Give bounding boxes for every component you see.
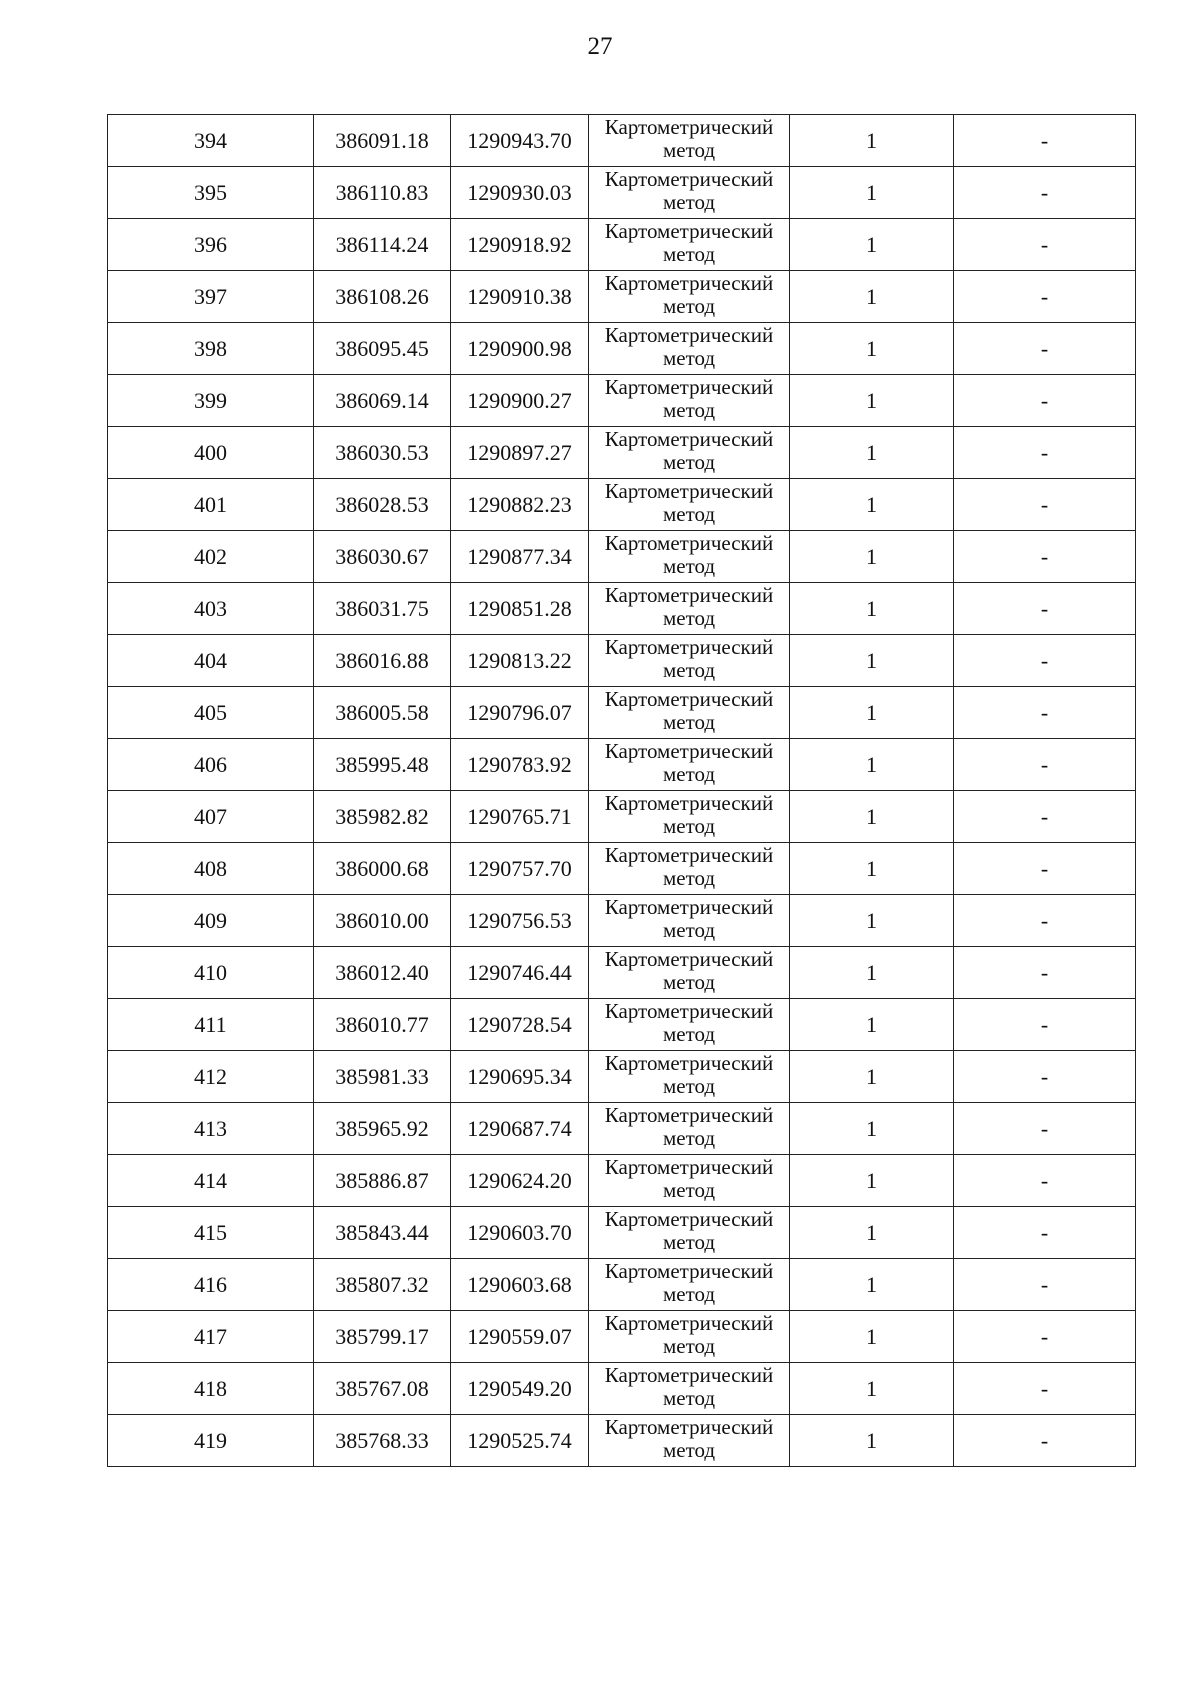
point-number-cell: 396 [108,219,314,271]
description-cell: - [954,583,1136,635]
table-row [108,1363,1136,1415]
method-cell [589,531,790,583]
coordinate-y-cell: 1290765.71 [451,791,589,843]
accuracy-cell: 1 [790,635,954,687]
point-number-cell: 414 [108,1155,314,1207]
description-cell: - [954,1155,1136,1207]
method-line-1: Картометрический [604,323,774,347]
point-number-cell: 404 [108,635,314,687]
accuracy-cell: 1 [790,167,954,219]
coordinate-y-cell: 1290559.07 [451,1311,589,1363]
description-cell: - [954,1051,1136,1103]
description-cell: - [954,115,1136,167]
accuracy-cell: 1 [790,1207,954,1259]
point-number-cell: 408 [108,843,314,895]
method-cell [589,375,790,427]
coordinate-y-cell: 1290525.74 [451,1415,589,1467]
point-number-cell: 403 [108,583,314,635]
table-row [108,1311,1136,1363]
coordinate-y-cell: 1290897.27 [451,427,589,479]
coordinate-y-cell: 1290549.20 [451,1363,589,1415]
method-line-1: Картометрический [604,999,774,1023]
point-number-cell: 399 [108,375,314,427]
coordinates-table [107,114,1136,1467]
point-number-cell: 400 [108,427,314,479]
coordinate-y-cell: 1290943.70 [451,115,589,167]
coordinate-y-cell: 1290603.68 [451,1259,589,1311]
coordinate-x-cell: 386108.26 [314,271,451,323]
method-line-2: метод [662,294,716,318]
coordinate-x-cell: 385965.92 [314,1103,451,1155]
table-row [108,895,1136,947]
accuracy-cell: 1 [790,1415,954,1467]
accuracy-cell: 1 [790,583,954,635]
method-cell [589,687,790,739]
method-line-1: Картометрический [604,1259,774,1283]
table-row [108,1207,1136,1259]
coordinate-x-cell: 386005.58 [314,687,451,739]
method-cell [589,427,790,479]
point-number-cell: 419 [108,1415,314,1467]
method-cell [589,1103,790,1155]
method-line-2: метод [662,502,716,526]
page-number: 27 [587,33,613,60]
method-line-1: Картометрический [604,1051,774,1075]
point-number-cell: 415 [108,1207,314,1259]
description-cell: - [954,271,1136,323]
method-cell [589,1051,790,1103]
description-cell: - [954,791,1136,843]
description-cell: - [954,323,1136,375]
description-cell: - [954,947,1136,999]
point-number-cell: 416 [108,1259,314,1311]
method-cell [589,999,790,1051]
description-cell: - [954,479,1136,531]
accuracy-cell: 1 [790,1051,954,1103]
coordinate-y-cell: 1290624.20 [451,1155,589,1207]
coordinate-x-cell: 385799.17 [314,1311,451,1363]
point-number-cell: 398 [108,323,314,375]
table-row [108,635,1136,687]
coordinate-x-cell: 386095.45 [314,323,451,375]
coordinate-y-cell: 1290900.27 [451,375,589,427]
method-line-1: Картометрический [604,947,774,971]
table-row [108,1155,1136,1207]
table-row [108,167,1136,219]
method-cell [589,635,790,687]
method-line-1: Картометрический [604,843,774,867]
method-line-2: метод [662,1022,716,1046]
description-cell: - [954,427,1136,479]
table-row [108,947,1136,999]
method-line-1: Картометрический [604,739,774,763]
method-cell [589,479,790,531]
method-line-1: Картометрический [604,1207,774,1231]
table-row [108,999,1136,1051]
method-line-2: метод [662,450,716,474]
description-cell: - [954,843,1136,895]
method-line-1: Картометрический [604,1363,774,1387]
table-row [108,1259,1136,1311]
coordinate-y-cell: 1290900.98 [451,323,589,375]
accuracy-cell: 1 [790,1259,954,1311]
coordinate-y-cell: 1290603.70 [451,1207,589,1259]
coordinate-x-cell: 386016.88 [314,635,451,687]
description-cell: - [954,219,1136,271]
method-line-1: Картометрический [604,427,774,451]
method-line-2: метод [662,814,716,838]
method-line-2: метод [662,1230,716,1254]
method-line-1: Картометрический [604,115,774,139]
accuracy-cell: 1 [790,375,954,427]
table-body [108,115,1136,1467]
description-cell: - [954,1363,1136,1415]
table-row [108,687,1136,739]
point-number-cell: 418 [108,1363,314,1415]
method-line-2: метод [662,346,716,370]
method-line-2: метод [662,242,716,266]
point-number-cell: 394 [108,115,314,167]
point-number-cell: 395 [108,167,314,219]
point-number-cell: 411 [108,999,314,1051]
coordinate-x-cell: 386031.75 [314,583,451,635]
coordinate-y-cell: 1290882.23 [451,479,589,531]
accuracy-cell: 1 [790,1155,954,1207]
method-cell [589,739,790,791]
coordinate-x-cell: 386012.40 [314,947,451,999]
coordinate-y-cell: 1290728.54 [451,999,589,1051]
table-row [108,583,1136,635]
method-line-2: метод [662,606,716,630]
coordinate-y-cell: 1290851.28 [451,583,589,635]
method-line-2: метод [662,1126,716,1150]
method-line-1: Картометрический [604,531,774,555]
table-row [108,427,1136,479]
description-cell: - [954,739,1136,791]
accuracy-cell: 1 [790,843,954,895]
accuracy-cell: 1 [790,687,954,739]
table-row [108,323,1136,375]
method-cell [589,115,790,167]
point-number-cell: 406 [108,739,314,791]
method-line-2: метод [662,866,716,890]
table-row [108,791,1136,843]
coordinate-x-cell: 385886.87 [314,1155,451,1207]
coordinate-y-cell: 1290910.38 [451,271,589,323]
coordinate-x-cell: 386010.00 [314,895,451,947]
coordinate-y-cell: 1290930.03 [451,167,589,219]
coordinate-x-cell: 385768.33 [314,1415,451,1467]
point-number-cell: 402 [108,531,314,583]
accuracy-cell: 1 [790,999,954,1051]
method-line-1: Картометрический [604,1155,774,1179]
table-row [108,1103,1136,1155]
description-cell: - [954,895,1136,947]
accuracy-cell: 1 [790,1103,954,1155]
method-cell [589,583,790,635]
method-line-2: метод [662,970,716,994]
method-cell [589,1311,790,1363]
coordinate-x-cell: 385981.33 [314,1051,451,1103]
coordinate-y-cell: 1290757.70 [451,843,589,895]
coordinate-y-cell: 1290918.92 [451,219,589,271]
method-line-1: Картометрический [604,583,774,607]
table-row [108,531,1136,583]
method-line-1: Картометрический [604,271,774,295]
method-cell [589,843,790,895]
method-cell [589,1259,790,1311]
method-line-2: метод [662,710,716,734]
method-line-1: Картометрический [604,635,774,659]
accuracy-cell: 1 [790,115,954,167]
method-line-1: Картометрический [604,375,774,399]
coordinate-x-cell: 386030.53 [314,427,451,479]
point-number-cell: 409 [108,895,314,947]
description-cell: - [954,167,1136,219]
coordinate-x-cell: 386069.14 [314,375,451,427]
accuracy-cell: 1 [790,1363,954,1415]
table-row [108,739,1136,791]
method-line-2: метод [662,554,716,578]
method-cell [589,895,790,947]
table-row [108,375,1136,427]
accuracy-cell: 1 [790,739,954,791]
description-cell: - [954,531,1136,583]
coordinate-y-cell: 1290877.34 [451,531,589,583]
method-line-2: метод [662,398,716,422]
method-line-1: Картометрический [604,219,774,243]
coordinate-x-cell: 386000.68 [314,843,451,895]
table-row [108,271,1136,323]
point-number-cell: 410 [108,947,314,999]
method-cell [589,167,790,219]
description-cell: - [954,1311,1136,1363]
coordinate-x-cell: 386114.24 [314,219,451,271]
method-line-1: Картометрический [604,687,774,711]
method-line-2: метод [662,190,716,214]
coordinate-x-cell: 385843.44 [314,1207,451,1259]
coordinate-y-cell: 1290813.22 [451,635,589,687]
method-line-2: метод [662,138,716,162]
description-cell: - [954,687,1136,739]
point-number-cell: 401 [108,479,314,531]
method-cell [589,271,790,323]
coordinate-x-cell: 385995.48 [314,739,451,791]
coordinate-x-cell: 386030.67 [314,531,451,583]
description-cell: - [954,635,1136,687]
point-number-cell: 412 [108,1051,314,1103]
coordinate-x-cell: 385767.08 [314,1363,451,1415]
coordinate-x-cell: 386091.18 [314,115,451,167]
accuracy-cell: 1 [790,219,954,271]
accuracy-cell: 1 [790,271,954,323]
coordinate-y-cell: 1290783.92 [451,739,589,791]
method-line-1: Картометрический [604,1415,774,1439]
table-row [108,479,1136,531]
method-cell [589,1415,790,1467]
accuracy-cell: 1 [790,323,954,375]
method-line-2: метод [662,1074,716,1098]
accuracy-cell: 1 [790,479,954,531]
accuracy-cell: 1 [790,947,954,999]
accuracy-cell: 1 [790,427,954,479]
method-line-1: Картометрический [604,479,774,503]
description-cell: - [954,1103,1136,1155]
point-number-cell: 417 [108,1311,314,1363]
method-cell [589,219,790,271]
method-line-2: метод [662,1438,716,1462]
method-cell [589,1363,790,1415]
method-line-2: метод [662,1282,716,1306]
description-cell: - [954,375,1136,427]
coordinate-x-cell: 386110.83 [314,167,451,219]
point-number-cell: 405 [108,687,314,739]
description-cell: - [954,1207,1136,1259]
coordinate-x-cell: 386028.53 [314,479,451,531]
accuracy-cell: 1 [790,531,954,583]
method-cell [589,947,790,999]
method-line-1: Картометрический [604,1311,774,1335]
method-line-2: метод [662,1178,716,1202]
table-row [108,843,1136,895]
method-cell [589,1207,790,1259]
accuracy-cell: 1 [790,1311,954,1363]
point-number-cell: 407 [108,791,314,843]
method-line-2: метод [662,762,716,786]
method-line-2: метод [662,1334,716,1358]
coordinate-x-cell: 385982.82 [314,791,451,843]
table-row [108,219,1136,271]
coordinate-y-cell: 1290756.53 [451,895,589,947]
method-line-2: метод [662,1386,716,1410]
description-cell: - [954,1415,1136,1467]
method-line-1: Картометрический [604,895,774,919]
accuracy-cell: 1 [790,895,954,947]
coordinate-y-cell: 1290695.34 [451,1051,589,1103]
method-cell [589,1155,790,1207]
point-number-cell: 413 [108,1103,314,1155]
coordinate-y-cell: 1290796.07 [451,687,589,739]
coordinate-y-cell: 1290687.74 [451,1103,589,1155]
description-cell: - [954,1259,1136,1311]
method-line-1: Картометрический [604,1103,774,1127]
coordinate-y-cell: 1290746.44 [451,947,589,999]
coordinate-x-cell: 385807.32 [314,1259,451,1311]
method-cell [589,791,790,843]
method-line-1: Картометрический [604,167,774,191]
description-cell: - [954,999,1136,1051]
table-row [108,1051,1136,1103]
method-line-2: метод [662,658,716,682]
accuracy-cell: 1 [790,791,954,843]
coordinate-x-cell: 386010.77 [314,999,451,1051]
method-line-2: метод [662,918,716,942]
method-line-1: Картометрический [604,791,774,815]
point-number-cell: 397 [108,271,314,323]
table-row [108,115,1136,167]
method-cell [589,323,790,375]
table-row [108,1415,1136,1467]
